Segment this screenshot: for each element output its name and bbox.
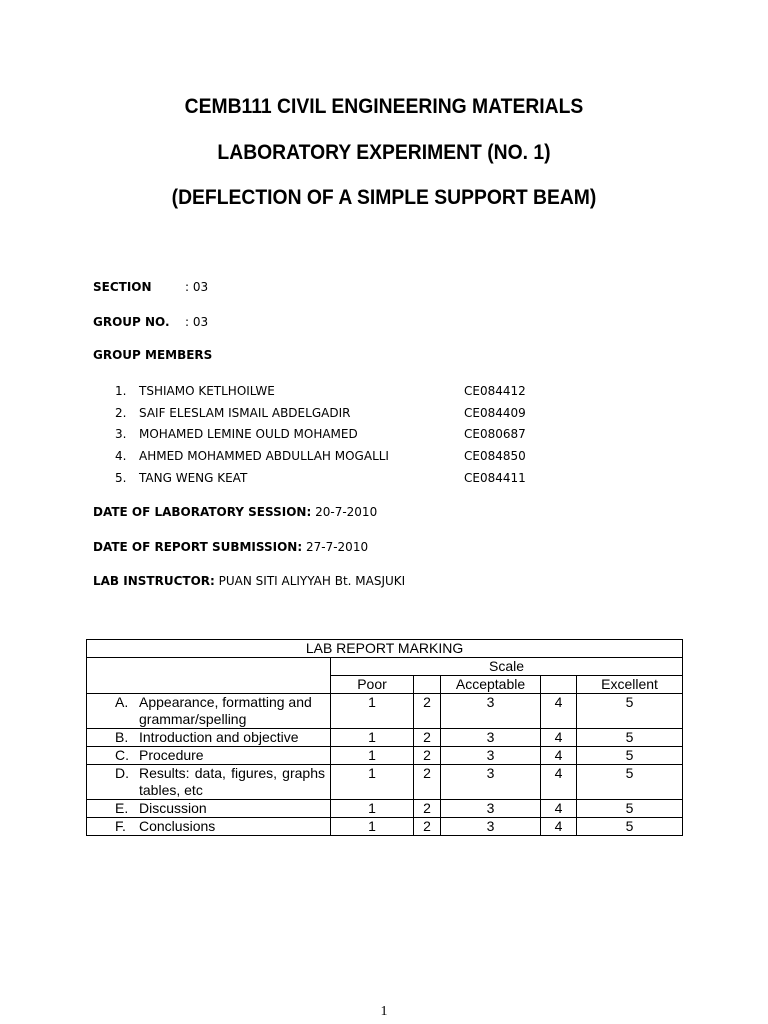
instructor-value: PUAN SITI ALIYYAH Bt. MASJUKI	[218, 574, 406, 588]
criterion-cell	[87, 800, 331, 818]
lab-report-marking-table	[86, 639, 683, 836]
criterion-cell	[87, 765, 331, 800]
group-members-list	[115, 382, 535, 490]
member-name: MOHAMED LEMINE OULD MOHAMED	[139, 427, 358, 442]
course-title: CEMB111 CIVIL ENGINEERING MATERIALS	[184, 95, 584, 118]
criterion-text: Conclusions	[139, 818, 216, 834]
score-cell: 1	[331, 747, 414, 765]
score-cell: 3	[441, 694, 541, 729]
group-member-item	[115, 425, 535, 447]
criterion-letter: B.	[115, 729, 129, 745]
criterion-cell	[87, 818, 331, 836]
member-id: CE080687	[464, 427, 526, 442]
marking-criterion-row	[87, 800, 683, 818]
marking-criterion-row	[87, 729, 683, 747]
score-cell: 2	[414, 765, 441, 800]
member-name: SAIF ELESLAM ISMAIL ABDELGADIR	[139, 405, 351, 420]
marking-criterion-row	[87, 694, 683, 729]
criterion-letter: C.	[115, 747, 129, 763]
criterion-text: Appearance, formatting and grammar/spelling	[139, 694, 312, 727]
score-cell: 1	[331, 800, 414, 818]
score-cell: 5	[577, 729, 683, 747]
score-cell: 5	[577, 747, 683, 765]
scale-label	[541, 676, 577, 694]
criteria-header-blank	[87, 658, 331, 694]
member-id: CE084411	[464, 470, 526, 485]
member-id: CE084850	[464, 449, 526, 464]
group-member-item	[115, 469, 535, 491]
member-name: TSHIAMO KETLHOILWE	[139, 384, 275, 398]
member-name: AHMED MOHAMMED ABDULLAH MOGALLI	[139, 449, 389, 464]
report-submission-field	[93, 540, 368, 554]
scale-label	[414, 676, 441, 694]
score-cell: 5	[577, 800, 683, 818]
score-cell: 2	[414, 747, 441, 765]
score-cell: 3	[441, 729, 541, 747]
marking-criterion-row	[87, 818, 683, 836]
lab-session-label: DATE OF LABORATORY SESSION:	[93, 505, 312, 519]
score-cell: 4	[541, 694, 577, 729]
group-no-field	[93, 315, 208, 329]
score-cell: 4	[541, 765, 577, 800]
scale-label: Excellent	[577, 676, 683, 694]
section-field	[93, 280, 208, 294]
score-cell: 3	[441, 765, 541, 800]
member-id: CE084412	[464, 384, 526, 398]
scale-label: Poor	[331, 676, 414, 694]
member-name: TANG WENG KEAT	[139, 470, 248, 485]
score-cell: 2	[414, 800, 441, 818]
instructor-field	[93, 574, 405, 588]
score-cell: 1	[331, 694, 414, 729]
lab-session-value: 20-7-2010	[315, 505, 378, 519]
score-cell: 2	[414, 818, 441, 836]
page-number: 1	[380, 1004, 388, 1019]
criterion-cell	[87, 747, 331, 765]
score-cell: 2	[414, 694, 441, 729]
score-cell: 5	[577, 765, 683, 800]
score-cell: 4	[541, 729, 577, 747]
score-cell: 5	[577, 818, 683, 836]
score-cell: 4	[541, 818, 577, 836]
group-member-item	[115, 404, 535, 426]
scale-header: Scale	[331, 658, 683, 676]
group-members-label: GROUP MEMBERS	[93, 348, 213, 362]
criterion-letter: E.	[115, 800, 129, 816]
group-no-value: : 03	[185, 315, 209, 329]
marking-criterion-row	[87, 765, 683, 800]
lab-session-field	[93, 505, 377, 519]
member-id: CE084409	[464, 405, 526, 420]
member-number: 2.	[115, 405, 127, 420]
score-cell: 4	[541, 800, 577, 818]
section-value: : 03	[185, 280, 209, 294]
criterion-text: Procedure	[139, 747, 204, 763]
marking-table-title: LAB REPORT MARKING	[87, 640, 683, 658]
group-no-label: GROUP NO.	[93, 315, 170, 329]
member-number: 5.	[115, 470, 127, 485]
score-cell: 1	[331, 818, 414, 836]
criterion-text: Introduction and objective	[139, 729, 299, 745]
criterion-text: Discussion	[139, 800, 207, 816]
report-submission-value: 27-7-2010	[305, 540, 369, 554]
section-label: SECTION	[93, 280, 152, 294]
marking-criterion-row	[87, 747, 683, 765]
criterion-letter: D.	[115, 765, 129, 781]
score-cell: 5	[577, 694, 683, 729]
criterion-cell	[87, 694, 331, 729]
criterion-letter: A.	[115, 694, 129, 710]
group-member-item	[115, 447, 535, 469]
instructor-label: LAB INSTRUCTOR:	[93, 574, 215, 588]
score-cell: 2	[414, 729, 441, 747]
experiment-subtitle: (DEFLECTION OF A SIMPLE SUPPORT BEAM)	[171, 186, 597, 209]
criterion-cell	[87, 729, 331, 747]
group-members-heading	[93, 348, 212, 362]
member-number: 1.	[115, 384, 127, 398]
group-member-item	[115, 382, 535, 404]
scale-label: Acceptable	[441, 676, 541, 694]
member-number: 4.	[115, 449, 127, 464]
member-number: 3.	[115, 427, 127, 442]
score-cell: 4	[541, 747, 577, 765]
criterion-text: Results: data, figures, graphs tables, etc	[139, 765, 325, 798]
experiment-title: LABORATORY EXPERIMENT (NO. 1)	[217, 141, 551, 164]
score-cell: 3	[441, 747, 541, 765]
score-cell: 1	[331, 765, 414, 800]
criterion-letter: F.	[115, 818, 126, 834]
score-cell: 3	[441, 818, 541, 836]
score-cell: 3	[441, 800, 541, 818]
report-submission-label: DATE OF REPORT SUBMISSION:	[93, 540, 303, 554]
score-cell: 1	[331, 729, 414, 747]
